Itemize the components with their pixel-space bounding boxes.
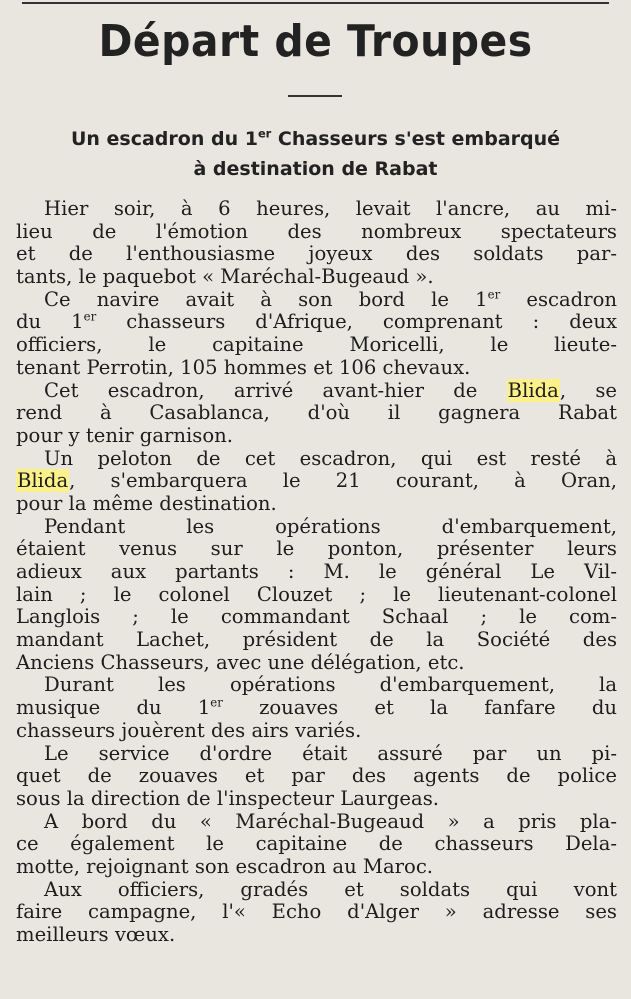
line-text: pour y tenir garnison. [16,423,233,447]
paragraph-line [16,765,617,788]
line-text: chasseurs jouèrent des airs variés. [16,718,362,742]
line-text: Cet escadron, arrivé avant-hier de [44,378,507,402]
article-body [16,198,617,947]
line-text: lieu de l'émotion des nombreux spectateurs [16,219,617,243]
line-text: sous la direction de l'inspecteur Laurgeas. [16,786,439,810]
paragraph-line [16,516,617,539]
paragraph-line [16,788,617,811]
paragraph-line [16,402,617,425]
paragraph-line [16,674,617,697]
line-text: ce également le capitaine de chasseurs Dela- [16,832,617,856]
subheadline [10,124,621,184]
paragraph-line [16,448,617,471]
line-text: adieux aux partants : M. le général Le Vil- [16,560,617,583]
subheadline-text: Chasseurs s'est embarqué [271,128,561,150]
paragraph-line [16,311,617,334]
line-text: , se [559,378,618,402]
paragraph-line [16,901,617,924]
paragraph-line [16,856,617,879]
line-text: mandant Lachet, président de la Société des [16,628,617,652]
ordinal-superscript: er [257,126,272,141]
line-text: tants, le paquebot « Maréchal-Bugeaud ». [16,265,434,289]
paragraph-line [16,879,617,902]
line-text: motte, rejoignant son escadron au Maroc. [16,854,434,878]
line-text: Un peloton de cet escadron, qui est resté à [44,446,617,470]
paragraph-line [16,538,617,561]
line-text: chasseurs d'Afrique, comprenant : deux [96,310,618,334]
paragraph-line [16,470,617,493]
headline: Départ de Troupes [98,16,533,67]
subheadline-line-2: à destination de Rabat [193,158,438,180]
line-text: , s'embarquera le 21 courant, à Oran, [69,469,617,493]
line-text: tenant Perrotin, 105 hommes et 106 chevaux. [16,355,471,379]
paragraph-line [16,493,617,516]
highlighted-term: Blida [507,378,559,402]
paragraph-line [16,357,617,380]
subheadline-line-1 [10,124,621,154]
line-text: Anciens Chasseurs, avec une délégation, etc. [16,650,465,674]
line-text: Pendant les opérations d'embarquement, [44,514,617,538]
line-text: zouaves et la fanfare du [222,696,617,720]
paragraph-line [16,697,617,720]
line-text: faire campagne, l'« Echo d'Alger » adresse ses [16,900,617,924]
line-text: musique du 1 [16,696,211,720]
headline-divider [288,95,342,97]
paragraph-line [16,266,617,289]
line-text: escadron [500,287,617,311]
line-text: Hier soir, à 6 heures, levait l'ancre, au mi- [44,197,617,220]
ordinal-superscript: er [210,695,223,710]
paragraph-line [16,380,617,403]
paragraph-line [16,606,617,629]
line-text: rend à Casablanca, d'où il gagnera Rabat [16,401,617,425]
paragraph-line [16,289,617,312]
line-text: quet de zouaves et par des agents de police [16,764,617,788]
paragraph-line [16,743,617,766]
paragraph-line [16,833,617,856]
line-text: A bord du « Maréchal-Bugeaud » a pris pla- [44,809,617,833]
line-text: étaient venus sur le ponton, présenter leurs [16,537,617,561]
paragraph-line [16,584,617,607]
paragraph-line [16,334,617,357]
line-text: et de l'enthousiasme joyeux des soldats par- [16,242,617,266]
ordinal-superscript: er [83,309,97,324]
paragraph-line [16,561,617,584]
line-text: Langlois ; le commandant Schaal ; le com- [16,605,617,629]
line-text: Le service d'ordre était assuré par un pi- [44,741,617,765]
paragraph-line [16,198,617,221]
line-text: pour la même destination. [16,491,277,515]
line-text: meilleurs vœux. [16,923,176,946]
subheadline-text: Un escadron du 1 [70,128,258,150]
paragraph-line [16,652,617,675]
line-text: Durant les opérations d'embarquement, la [44,673,617,697]
line-text: lain ; le colonel Clouzet ; le lieutenant-colonel [16,582,617,606]
paragraph-line [16,425,617,448]
paragraph-line [16,221,617,244]
line-text: Aux officiers, gradés et soldats qui vont [44,877,617,901]
line-text: du 1 [16,310,84,334]
paragraph-line [16,243,617,266]
top-rule [22,2,609,4]
paragraph-line [16,629,617,652]
ordinal-superscript: er [487,287,501,302]
paragraph-line [16,811,617,834]
line-text: officiers, le capitaine Moricelli, le lieute- [16,333,617,357]
line-text: Ce navire avait à son bord le 1 [44,287,488,311]
highlighted-term: Blida [17,469,69,493]
paragraph-line [16,924,617,947]
paragraph-line [16,720,617,743]
